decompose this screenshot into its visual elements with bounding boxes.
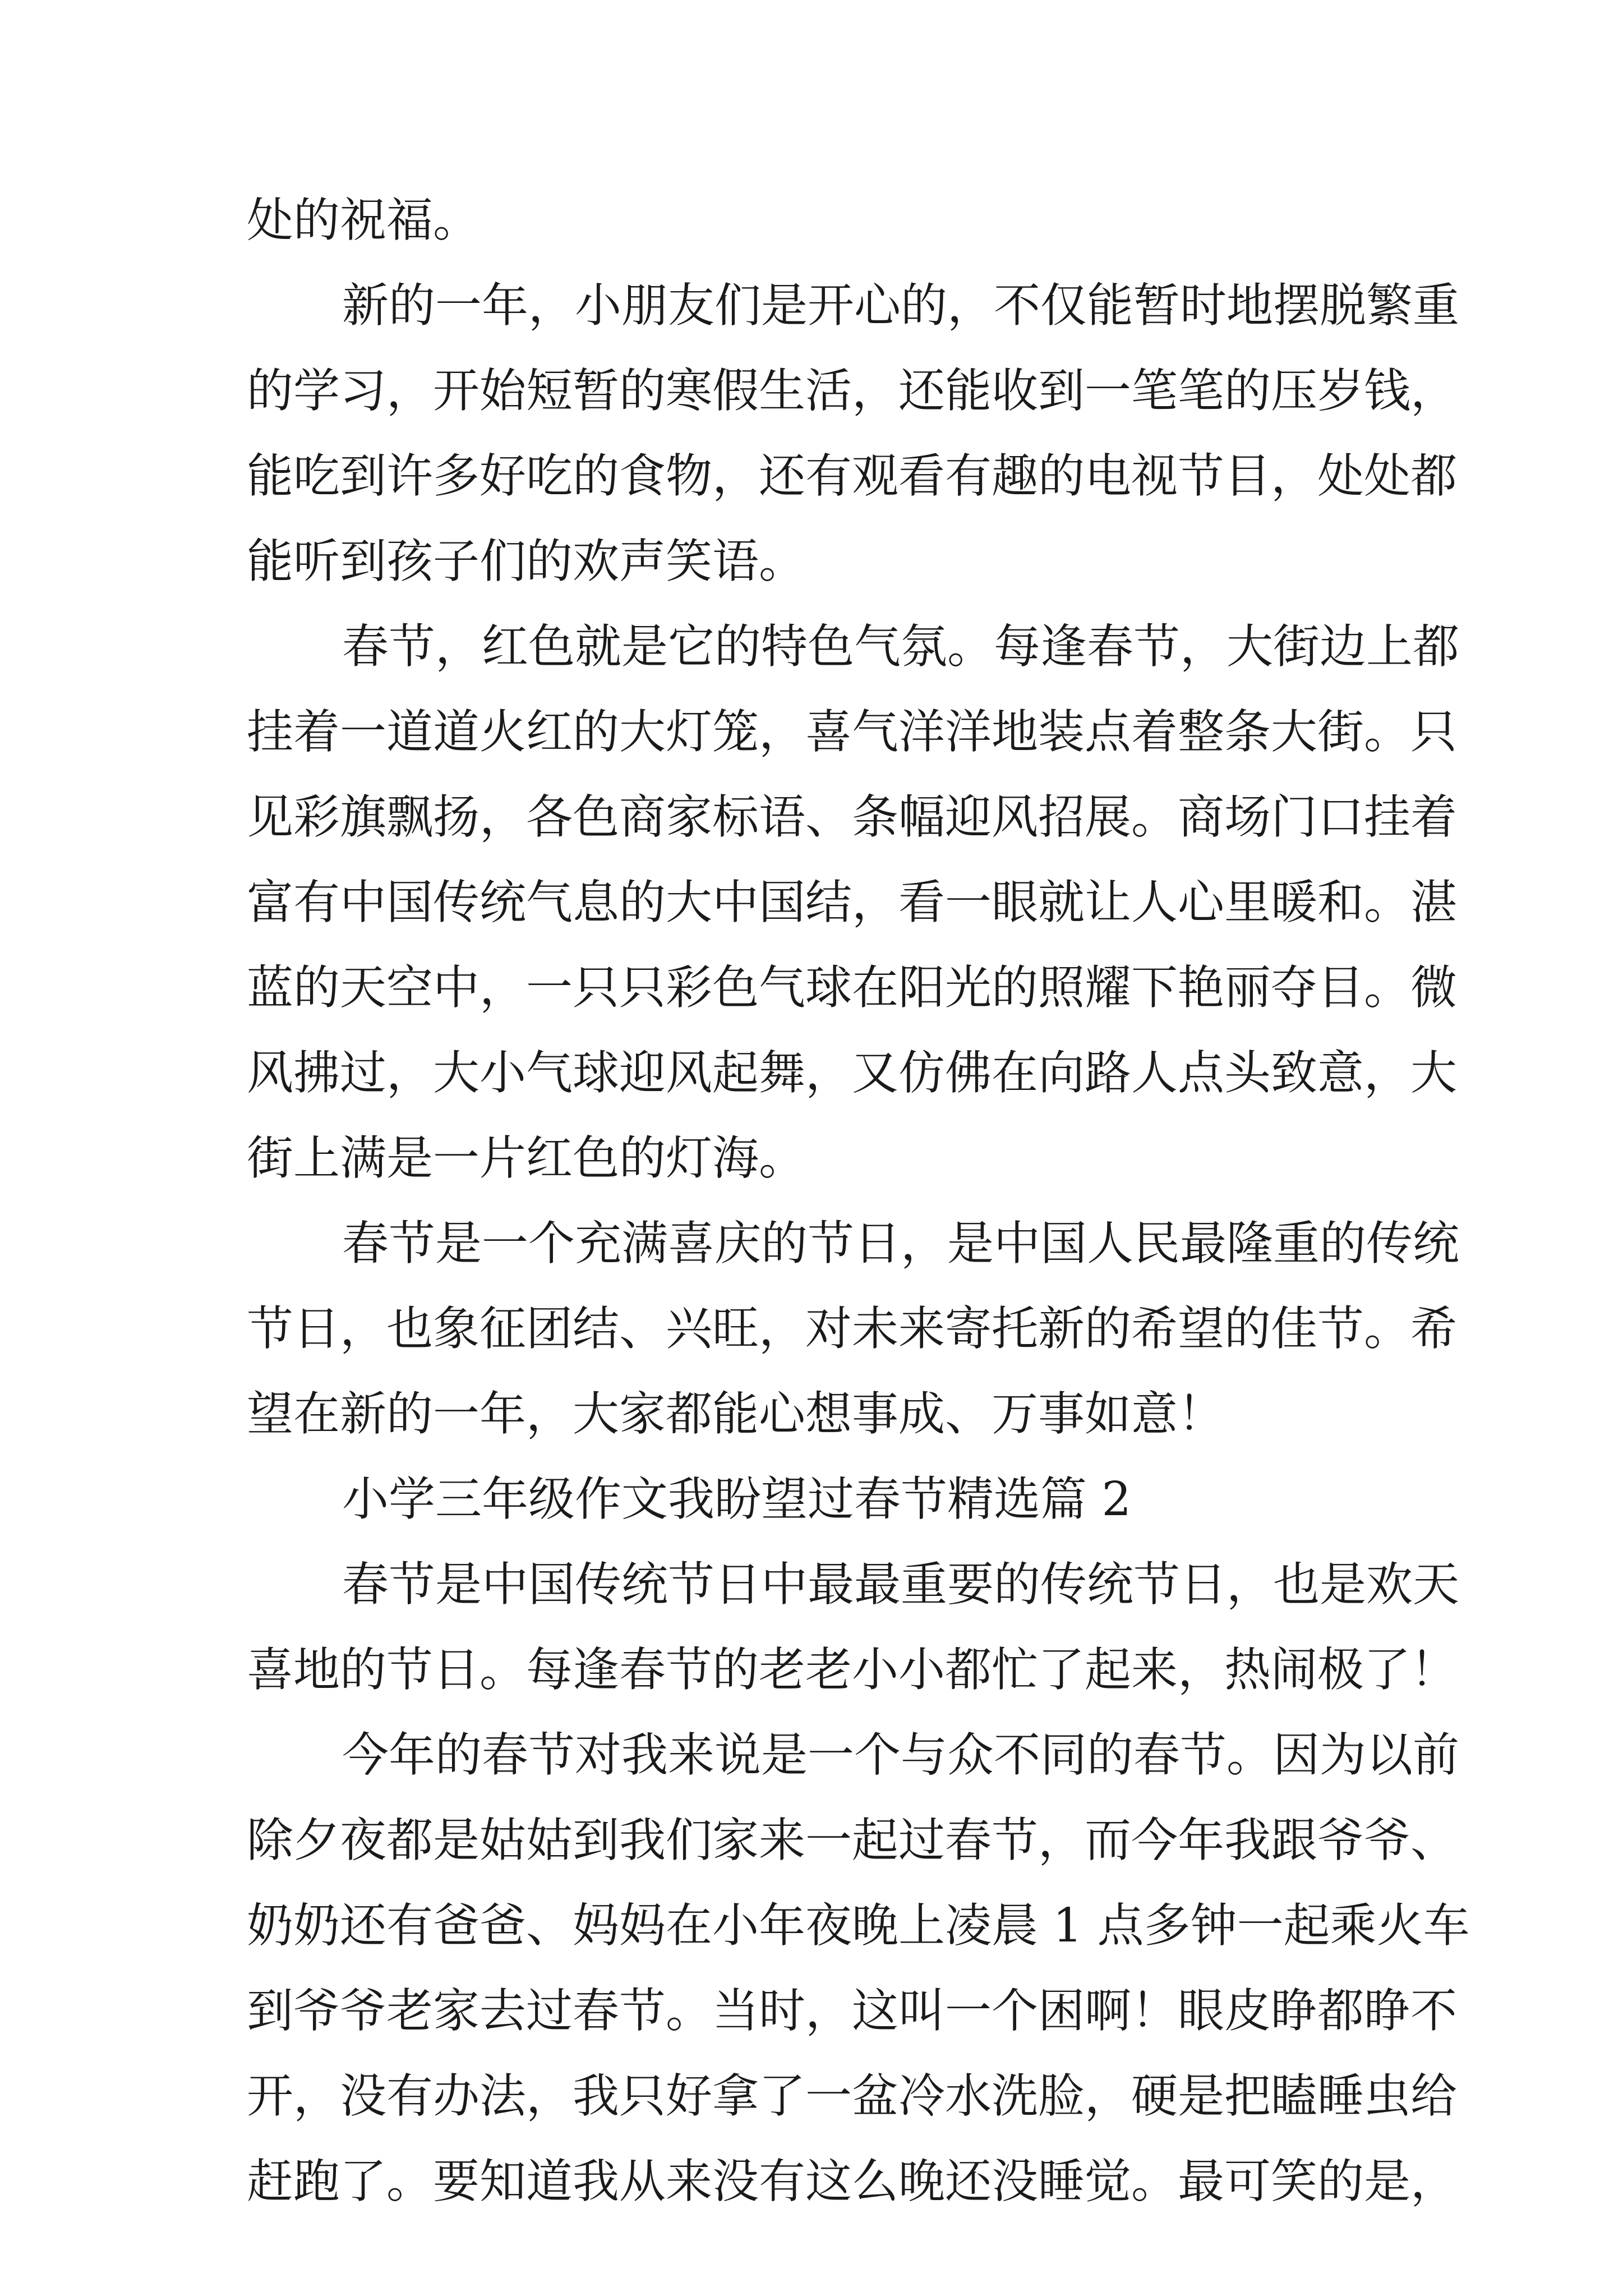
text-line: 街上满是一片红色的灯海。 — [247, 1131, 805, 1185]
text-line: 今年的春节对我来说是一个与众不同的春节。因为以前 — [342, 1728, 1459, 1782]
text-line: 富有中国传统气息的大中国结，看一眼就让人心里暖和。湛 — [247, 875, 1457, 930]
section-heading: 小学三年级作文我盼望过春节精选篇 2 — [342, 1472, 1132, 1526]
text-line: 开，没有办法，我只好拿了一盆冷水洗脸，硬是把瞌睡虫给 — [247, 2069, 1457, 2123]
text-line: 挂着一道道火红的大灯笼，喜气洋洋地装点着整条大街。只 — [247, 705, 1457, 759]
text-line: 望在新的一年，大家都能心想事成、万事如意！ — [247, 1387, 1224, 1441]
text-line: 见彩旗飘扬，各色商家标语、条幅迎风招展。商场门口挂着 — [247, 790, 1457, 844]
text-line: 蓝的天空中，一只只彩色气球在阳光的照耀下艳丽夺目。微 — [247, 960, 1457, 1015]
text-line: 新的一年，小朋友们是开心的，不仅能暂时地摆脱繁重 — [342, 278, 1459, 333]
text-line: 喜地的节日。每逢春节的老老小小都忙了起来，热闹极了！ — [247, 1642, 1457, 1697]
text-line: 的学习，开始短暂的寒假生活，还能收到一笔笔的压岁钱， — [247, 364, 1457, 418]
text-line: 除夕夜都是姑姑到我们家来一起过春节，而今年我跟爷爷、 — [247, 1813, 1457, 1867]
text-line: 节日，也象征团结、兴旺，对未来寄托新的希望的佳节。希 — [247, 1301, 1457, 1356]
text-line: 赶跑了。要知道我从来没有这么晚还没睡觉。最可笑的是， — [247, 2154, 1457, 2208]
text-line: 能吃到许多好吃的食物，还有观看有趣的电视节目，处处都 — [247, 449, 1457, 503]
text-line: 春节是中国传统节日中最最重要的传统节日，也是欢天 — [342, 1557, 1459, 1612]
text-line: 风拂过，大小气球迎风起舞，又仿佛在向路人点头致意，大 — [247, 1046, 1457, 1100]
text-line: 到爷爷老家去过春节。当时，这叫一个困啊！眼皮睁都睁不 — [247, 1984, 1457, 2038]
text-line: 春节，红色就是它的特色气氛。每逢春节，大街边上都 — [342, 619, 1459, 674]
text-line: 春节是一个充满喜庆的节日，是中国人民最隆重的传统 — [342, 1216, 1459, 1271]
text-line: 处的祝福。 — [247, 193, 479, 247]
text-line: 奶奶还有爸爸、妈妈在小年夜晚上凌晨 1 点多钟一起乘火车 — [247, 1898, 1470, 1953]
text-line: 能听到孩子们的欢声笑语。 — [247, 534, 805, 588]
